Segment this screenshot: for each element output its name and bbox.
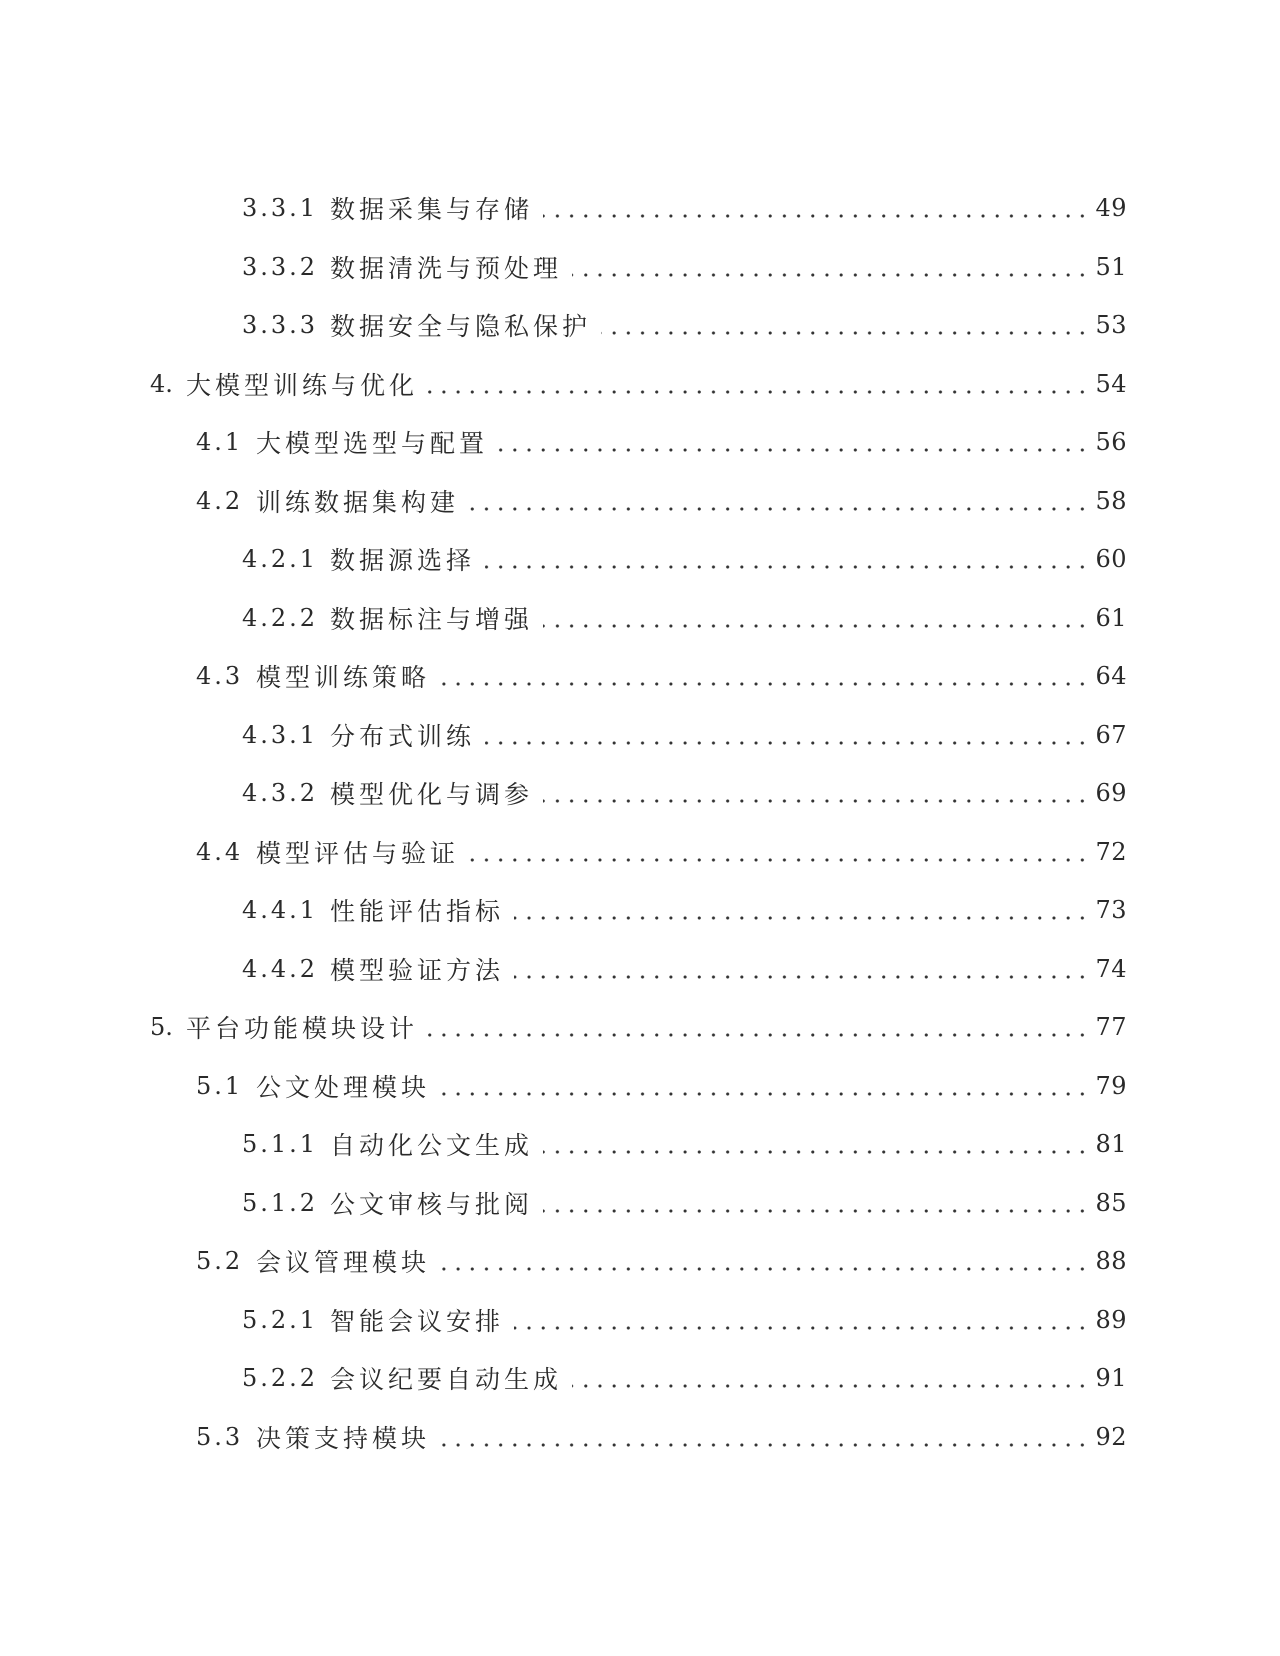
section-title: 平台功能模块设计 [186,1014,419,1044]
section-number: 4.4.2 [242,954,319,983]
toc-entry-line [0,1419,1280,1455]
toc-entry-line [0,1243,1280,1279]
dot-leader [469,507,1089,511]
dot-leader [485,565,1089,569]
section-number: 4.3 [196,662,244,691]
page-number: 61 [1095,603,1127,632]
toc-entry[interactable] [0,179,1280,238]
section-title: 会议纪要自动生成 [330,1365,563,1395]
section-title: 模型优化与调参 [330,780,534,810]
page-number: 64 [1095,662,1127,691]
toc-entry-line [0,249,1280,285]
dot-leader [485,741,1089,745]
toc-entry-line [0,834,1280,870]
section-title: 数据安全与隐私保护 [330,312,592,342]
page-number: 60 [1095,545,1127,574]
section-number: 5.2.1 [242,1305,319,1334]
dot-leader [543,624,1089,628]
toc-entry[interactable] [0,940,1280,999]
toc-entry[interactable] [0,413,1280,472]
toc-entry-line [0,892,1280,928]
section-number: 3.3.1 [242,194,319,223]
dot-leader [543,1209,1089,1213]
toc-entry-line [0,1302,1280,1338]
toc-entry-line [0,483,1280,519]
toc-entry[interactable] [0,1349,1280,1408]
section-title: 数据源选择 [330,546,476,576]
toc-entry-line [0,951,1280,987]
page-number: 88 [1095,1247,1127,1276]
toc-entry-line [0,424,1280,460]
section-number: 4.4.1 [242,896,319,925]
toc-entry[interactable] [0,472,1280,531]
section-number: 4. [150,369,173,398]
section-title: 自动化公文生成 [330,1131,534,1161]
page-number: 73 [1095,896,1127,925]
section-number: 4.3.1 [242,720,319,749]
page-number: 74 [1095,954,1127,983]
section-title: 分布式训练 [330,721,476,751]
toc-entry-line [0,658,1280,694]
dot-leader [469,858,1089,862]
section-number: 5.2 [196,1247,244,1276]
page-number: 54 [1095,369,1127,398]
section-number: 4.2.1 [242,545,319,574]
dot-leader [543,214,1089,218]
section-title: 性能评估指标 [330,897,505,927]
page-number: 92 [1095,1422,1127,1451]
section-title: 训练数据集构建 [256,487,460,517]
section-number: 4.2 [196,486,244,515]
dot-leader [428,390,1089,394]
section-number: 4.3.2 [242,779,319,808]
section-number: 5.3 [196,1422,244,1451]
page-number: 81 [1095,1130,1127,1159]
toc-entry[interactable] [0,1174,1280,1233]
toc-entry-line [0,1126,1280,1162]
page-number: 56 [1095,428,1127,457]
toc-entry[interactable] [0,1115,1280,1174]
section-title: 数据标注与增强 [330,604,534,634]
page-number: 58 [1095,486,1127,515]
toc-entry[interactable] [0,764,1280,823]
page-number: 67 [1095,720,1127,749]
toc-entry[interactable] [0,706,1280,765]
page-number: 72 [1095,837,1127,866]
dot-leader [514,1326,1089,1330]
page-number: 49 [1095,194,1127,223]
toc-entry[interactable] [0,998,1280,1057]
section-title: 公文审核与批阅 [330,1189,534,1219]
dot-leader [572,273,1089,277]
toc-entry[interactable] [0,1232,1280,1291]
page-number: 79 [1095,1071,1127,1100]
dot-leader [428,1033,1089,1037]
section-title: 公文处理模块 [256,1072,431,1102]
toc-entry-line [0,1009,1280,1045]
dot-leader [514,975,1089,979]
section-number: 5.1.2 [242,1188,319,1217]
section-title: 决策支持模块 [256,1423,431,1453]
dot-leader [572,1384,1089,1388]
toc-entry-line [0,1068,1280,1104]
toc-entry[interactable] [0,589,1280,648]
page-number: 51 [1095,252,1127,281]
section-number: 5.2.2 [242,1364,319,1393]
toc-entry[interactable] [0,238,1280,297]
toc-entry-line [0,600,1280,636]
toc-entry[interactable] [0,355,1280,414]
section-number: 3.3.2 [242,252,319,281]
section-number: 4.1 [196,428,244,457]
page-number: 89 [1095,1305,1127,1334]
dot-leader [601,331,1089,335]
section-title: 数据清洗与预处理 [330,253,563,283]
toc-entry[interactable] [0,881,1280,940]
page-number: 69 [1095,779,1127,808]
toc-entry-line [0,541,1280,577]
toc-entry-line [0,717,1280,753]
section-title: 模型训练策略 [256,663,431,693]
toc-entry[interactable] [0,1291,1280,1350]
toc-entry[interactable] [0,1408,1280,1467]
page-number: 91 [1095,1364,1127,1393]
section-number: 4.4 [196,837,244,866]
section-number: 4.2.2 [242,603,319,632]
dot-leader [440,682,1089,686]
section-title: 智能会议安排 [330,1306,505,1336]
section-title: 模型验证方法 [330,955,505,985]
dot-leader [543,1150,1089,1154]
dot-leader [440,1267,1089,1271]
section-number: 3.3.3 [242,311,319,340]
dot-leader [440,1092,1089,1096]
toc-entry[interactable] [0,1057,1280,1116]
toc-entry[interactable] [0,647,1280,706]
dot-leader [440,1443,1089,1447]
page-number: 85 [1095,1188,1127,1217]
section-title: 数据采集与存储 [330,195,534,225]
dot-leader [514,916,1089,920]
section-number: 5.1.1 [242,1130,319,1159]
toc-entry-line [0,775,1280,811]
table-of-contents [0,179,1280,1466]
toc-entry-line [0,366,1280,402]
toc-entry[interactable] [0,530,1280,589]
toc-entry[interactable] [0,823,1280,882]
section-title: 大模型训练与优化 [186,370,419,400]
section-title: 大模型选型与配置 [256,429,489,459]
toc-entry-line [0,307,1280,343]
toc-entry[interactable] [0,296,1280,355]
section-title: 模型评估与验证 [256,838,460,868]
toc-entry-line [0,190,1280,226]
toc-entry-line [0,1360,1280,1396]
section-title: 会议管理模块 [256,1248,431,1278]
dot-leader [498,448,1089,452]
toc-entry-line [0,1185,1280,1221]
dot-leader [543,799,1089,803]
section-number: 5. [150,1013,173,1042]
page-number: 53 [1095,311,1127,340]
section-number: 5.1 [196,1071,244,1100]
page-number: 77 [1095,1013,1127,1042]
